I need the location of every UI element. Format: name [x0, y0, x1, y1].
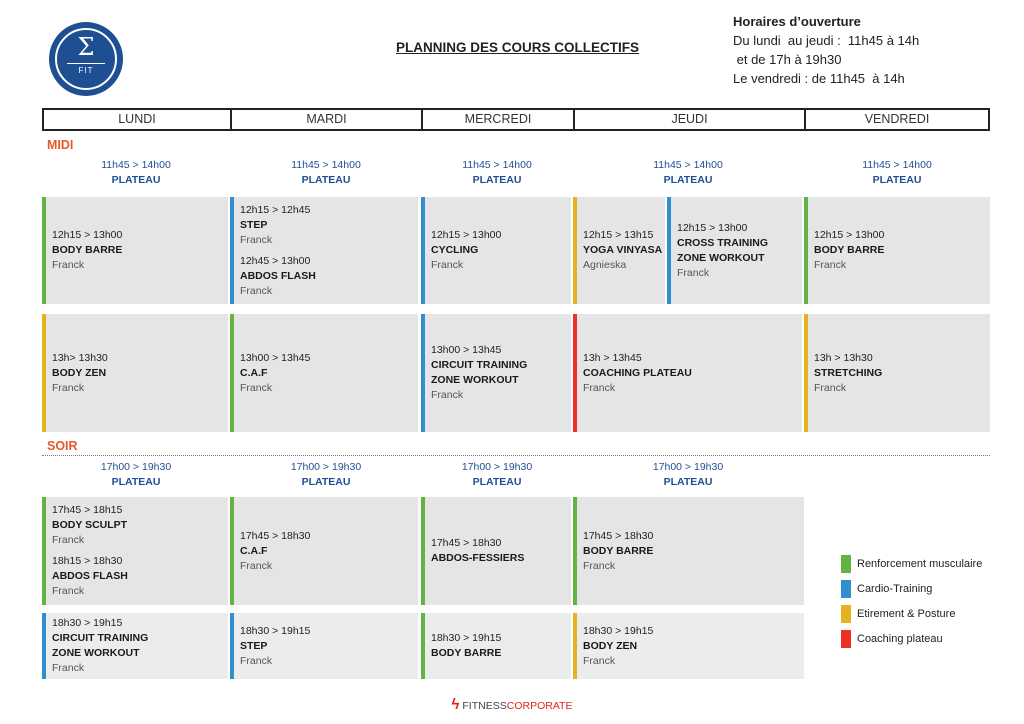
day-header	[42, 108, 990, 131]
course-time: 12h15 > 13h00	[431, 229, 502, 241]
day-mardi: MARDI	[232, 110, 423, 129]
course-time: 12h45 > 13h00	[240, 255, 311, 267]
course-card-content	[577, 351, 802, 396]
opening-hours-line: Du lundi au jeudi : 11h45 à 14h	[733, 33, 920, 48]
course-card-content	[234, 203, 418, 299]
legend-swatch	[841, 555, 851, 573]
course-coach: Franck	[52, 382, 85, 394]
course-name: BODY SCULPT	[52, 519, 128, 531]
course-coach: Franck	[677, 267, 710, 279]
course-card	[230, 613, 418, 679]
course-name: YOGA VINYASA	[583, 244, 663, 256]
slot-time: 17h00 > 19h30	[100, 461, 172, 473]
legend-label: Cardio-Training	[857, 583, 933, 595]
course-time: 12h15 > 13h00	[52, 229, 123, 241]
course-time: 13h00 > 13h45	[240, 352, 311, 364]
course-coach: Franck	[240, 560, 273, 572]
slot-header	[437, 460, 557, 490]
course-coach: Agnieska	[583, 259, 627, 271]
slot-place: PLATEAU	[663, 174, 713, 186]
course-card-content	[808, 228, 990, 273]
course-card-content	[234, 351, 418, 396]
course-card	[573, 497, 804, 605]
legend-label: Etirement & Posture	[857, 608, 956, 620]
slot-header	[628, 460, 748, 490]
legend	[841, 555, 1001, 655]
brand-part1: FITNESS	[462, 700, 507, 712]
course-card-content	[577, 624, 804, 669]
slot-place: PLATEAU	[111, 476, 161, 488]
course-name: CIRCUIT TRAINING ZONE WORKOUT	[52, 632, 149, 659]
course-coach: Franck	[814, 382, 847, 394]
slot-time: 11h45 > 14h00	[862, 159, 932, 171]
course-time: 12h15 > 13h15	[583, 229, 654, 241]
brand-part2: CORPORATE	[506, 700, 573, 712]
slot-time: 17h00 > 19h30	[290, 461, 362, 473]
section-divider	[42, 455, 990, 456]
course-time: 13h00 > 13h45	[431, 344, 502, 356]
course-card	[230, 197, 418, 304]
course-coach: Franck	[240, 234, 273, 246]
course-name: STEP	[240, 219, 268, 231]
course-time: 18h30 > 19h15	[52, 617, 123, 629]
course-card	[573, 314, 802, 432]
course-name: STRETCHING	[814, 367, 883, 379]
course-card-content	[425, 536, 571, 566]
course-card-content	[808, 351, 990, 396]
course-coach: Franck	[240, 382, 273, 394]
course-time: 13h> 13h30	[52, 352, 108, 364]
course-name: ABDOS-FESSIERS	[431, 552, 525, 564]
course-card-content	[577, 228, 665, 273]
slot-header	[76, 158, 196, 188]
slot-time: 11h45 > 14h00	[291, 159, 361, 171]
course-coach: Franck	[814, 259, 847, 271]
course-card-content	[425, 228, 571, 273]
day-mercredi: MERCREDI	[423, 110, 575, 129]
course-card	[42, 197, 228, 304]
slot-place: PLATEAU	[472, 174, 522, 186]
course-time: 17h45 > 18h30	[240, 530, 311, 542]
day-lundi: LUNDI	[44, 110, 232, 129]
course-name: BODY ZEN	[52, 367, 107, 379]
course-card-content	[577, 529, 804, 574]
legend-label: Renforcement musculaire	[857, 558, 983, 570]
course-time: 12h15 > 13h00	[814, 229, 885, 241]
course-name: BODY BARRE	[52, 244, 123, 256]
course-coach: Franck	[52, 259, 85, 271]
course-coach: Franck	[431, 259, 464, 271]
brand-bolt-icon: ϟ	[451, 696, 460, 713]
course-name: BODY BARRE	[431, 647, 502, 659]
slot-place: PLATEAU	[872, 174, 922, 186]
course-name: BODY BARRE	[583, 545, 654, 557]
slot-header	[266, 158, 386, 188]
course-coach: Franck	[583, 655, 616, 667]
course-card	[804, 314, 990, 432]
legend-label: Coaching plateau	[857, 633, 943, 645]
course-card-content	[671, 221, 802, 281]
course-card-content	[46, 616, 228, 676]
course-card-content	[234, 624, 418, 669]
page-title: PLANNING DES COURS COLLECTIFS	[396, 40, 640, 55]
course-coach: Franck	[240, 655, 273, 667]
legend-item	[841, 605, 1001, 623]
logo-text: FIT	[78, 66, 94, 75]
course-time: 12h15 > 13h00	[677, 222, 748, 234]
course-card	[42, 613, 228, 679]
course-time: 17h45 > 18h15	[52, 504, 123, 516]
course-card-content	[425, 343, 571, 403]
course-coach: Franck	[583, 382, 616, 394]
legend-item	[841, 630, 1001, 648]
slot-header	[628, 158, 748, 188]
course-name: BODY ZEN	[583, 640, 638, 652]
slot-header	[76, 460, 196, 490]
course-coach: Franck	[52, 585, 85, 597]
course-name: ABDOS FLASH	[240, 270, 316, 282]
course-card	[421, 613, 571, 679]
course-time: 13h > 13h30	[814, 352, 873, 364]
logo	[49, 22, 123, 96]
course-time: 18h15 > 18h30	[52, 555, 123, 567]
slot-header	[437, 158, 557, 188]
brand-footer	[0, 696, 1024, 713]
slot-place: PLATEAU	[663, 476, 713, 488]
course-coach: Franck	[240, 285, 273, 297]
course-coach: Franck	[52, 534, 85, 546]
course-name: C.A.F	[240, 545, 268, 557]
course-card	[42, 497, 228, 605]
course-time: 17h45 > 18h30	[583, 530, 654, 542]
slot-time: 17h00 > 19h30	[461, 461, 533, 473]
course-time: 17h45 > 18h30	[431, 537, 502, 549]
slot-time: 11h45 > 14h00	[101, 159, 171, 171]
section-midi: MIDI	[47, 138, 74, 152]
opening-hours-line: Le vendredi : de 11h45 à 14h	[733, 71, 905, 86]
course-time: 18h30 > 19h15	[240, 625, 311, 637]
slot-time: 11h45 > 14h00	[462, 159, 532, 171]
course-coach: Franck	[52, 662, 85, 674]
course-card-content	[46, 503, 228, 599]
course-card-content	[46, 351, 228, 396]
course-time: 12h15 > 12h45	[240, 204, 311, 216]
course-card-content	[46, 228, 228, 273]
course-card	[421, 497, 571, 605]
course-name: COACHING PLATEAU	[583, 367, 692, 379]
day-jeudi: JEUDI	[575, 110, 806, 129]
course-name: STEP	[240, 640, 268, 652]
slot-place: PLATEAU	[301, 174, 351, 186]
course-name: C.A.F	[240, 367, 268, 379]
slot-time: 11h45 > 14h00	[653, 159, 723, 171]
course-name: BODY BARRE	[814, 244, 885, 256]
course-name: CROSS TRAINING ZONE WORKOUT	[677, 237, 769, 264]
course-card	[421, 197, 571, 304]
slot-header	[266, 460, 386, 490]
course-time: 13h > 13h45	[583, 352, 642, 364]
legend-item	[841, 555, 1001, 573]
legend-swatch	[841, 605, 851, 623]
opening-hours	[733, 12, 919, 88]
slot-place: PLATEAU	[111, 174, 161, 186]
course-card	[230, 314, 418, 432]
course-time: 18h30 > 19h15	[431, 632, 502, 644]
course-card	[804, 197, 990, 304]
opening-hours-heading: Horaires d’ouverture	[733, 14, 861, 29]
opening-hours-line: et de 17h à 19h30	[733, 52, 842, 67]
course-card	[421, 314, 571, 432]
course-card-content	[234, 529, 418, 574]
slot-time: 17h00 > 19h30	[652, 461, 724, 473]
legend-swatch	[841, 580, 851, 598]
day-vendredi: VENDREDI	[864, 112, 930, 126]
legend-item	[841, 580, 1001, 598]
course-coach: Franck	[431, 389, 464, 401]
course-card	[573, 613, 804, 679]
course-name: CIRCUIT TRAINING ZONE WORKOUT	[431, 359, 528, 386]
legend-swatch	[841, 630, 851, 648]
course-card	[573, 197, 665, 304]
course-time: 18h30 > 19h15	[583, 625, 654, 637]
course-name: CYCLING	[431, 244, 479, 256]
slot-header	[837, 158, 957, 188]
course-name: ABDOS FLASH	[52, 570, 128, 582]
section-soir: SOIR	[47, 439, 78, 453]
slot-place: PLATEAU	[472, 476, 522, 488]
slot-place: PLATEAU	[301, 476, 351, 488]
course-card-content	[425, 631, 571, 661]
course-coach: Franck	[583, 560, 616, 572]
logo-symbol: Σ	[77, 33, 95, 61]
course-card	[667, 197, 802, 304]
course-card	[42, 314, 228, 432]
course-card	[230, 497, 418, 605]
